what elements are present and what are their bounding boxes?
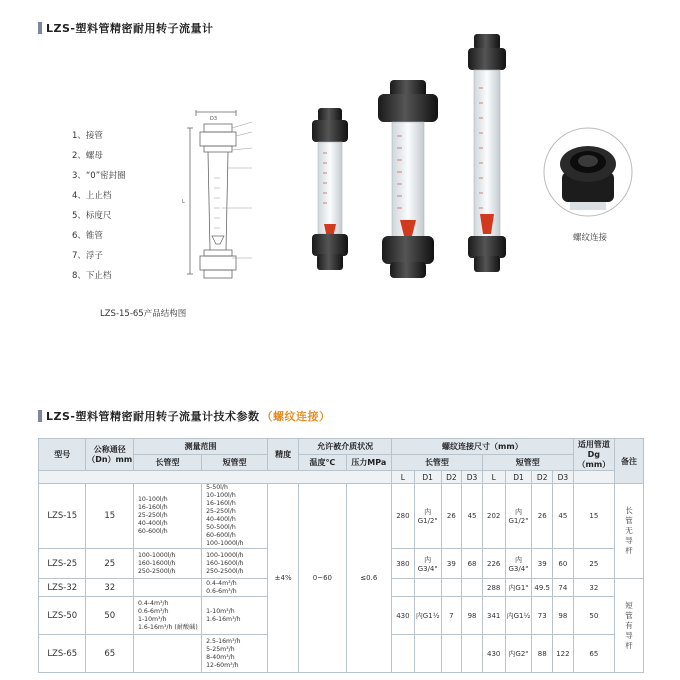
cell-d3-short: 45: [553, 484, 574, 549]
sub-d1: D1: [505, 471, 532, 484]
cell-range-short: 0.4-4m³/h 0.6-6m³/h: [202, 579, 268, 597]
cell-d1: 内G3/4": [414, 549, 441, 579]
cell-dn: 32: [86, 579, 133, 597]
cell-l: 430: [392, 597, 415, 635]
col-range-short: 短管型: [202, 455, 268, 471]
cell-d1-short: 内G1½: [505, 597, 532, 635]
cell-l-short: 202: [482, 484, 505, 549]
legend-item: 8、下止档: [72, 271, 112, 281]
cell-d1: 内G1½: [414, 597, 441, 635]
cell-d3-short: 122: [553, 635, 574, 673]
cell-l: 280: [392, 484, 415, 549]
thread-connection-photo: [540, 120, 640, 230]
legend-item: 6、锥管: [72, 231, 103, 241]
cell-d3: [462, 579, 483, 597]
cell-model: LZS-15: [39, 484, 86, 549]
cell-model: LZS-50: [39, 597, 86, 635]
col-pipe: 适用管道 Dg（mm）: [573, 439, 614, 471]
cell-d1: [414, 635, 441, 673]
cell-d3: [462, 635, 483, 673]
subheader-spacer: [39, 471, 392, 484]
cell-model: LZS-32: [39, 579, 86, 597]
cell-pipe: 32: [573, 579, 614, 597]
cell-d3: 98: [462, 597, 483, 635]
sub-l: L: [482, 471, 505, 484]
cell-dn: 50: [86, 597, 133, 635]
parts-legend: [72, 126, 126, 286]
section-title-specs: [38, 408, 330, 424]
length-dim-label: L: [182, 199, 185, 205]
col-thread: 螺纹连接尺寸（mm）: [392, 439, 574, 455]
col-range-long: 长管型: [133, 455, 201, 471]
sub-d2: D2: [441, 471, 462, 484]
cell-l-short: 226: [482, 549, 505, 579]
cell-range-long: 100-1000l/h 160-1600l/h 250-2500l/h: [133, 549, 201, 579]
col-accuracy: 精度: [268, 439, 299, 471]
cell-l-short: 341: [482, 597, 505, 635]
structure-diagram: [160, 108, 260, 288]
table-row: [39, 484, 644, 549]
cell-d1-short: 内G2": [505, 635, 532, 673]
sub-d3: D3: [462, 471, 483, 484]
cell-dn: 25: [86, 549, 133, 579]
cell-d2-short: 49.5: [532, 579, 553, 597]
cell-dn: 65: [86, 635, 133, 673]
legend-item: 7、浮子: [72, 251, 103, 261]
legend-item: 5、标度尺: [72, 211, 112, 221]
thread-connection-caption: 螺纹连接: [573, 233, 608, 243]
cell-d2-short: 88: [532, 635, 553, 673]
sub-l: L: [392, 471, 415, 484]
cell-d3-short: 74: [553, 579, 574, 597]
cell-range-long: [133, 635, 201, 673]
sub-d1: D1: [414, 471, 441, 484]
cell-l: 380: [392, 549, 415, 579]
cell-d1-short: 内G1/2": [505, 484, 532, 549]
cell-d1: 内G1/2": [414, 484, 441, 549]
cell-d2: [441, 579, 462, 597]
col-dn: 公称通径 （Dn）mm: [86, 439, 133, 471]
cell-d2: 39: [441, 549, 462, 579]
cell-d3: 68: [462, 549, 483, 579]
sub-d2: D2: [532, 471, 553, 484]
cell-d2-short: 26: [532, 484, 553, 549]
section-title-text: LZS-塑料管精密耐用转子流量计: [46, 22, 214, 35]
cell-range-short: 1-10m³/h 1.6-16m³/h: [202, 597, 268, 635]
cell-pipe: 65: [573, 635, 614, 673]
legend-item: 1、接管: [72, 131, 103, 141]
cell-d1-short: 内G3/4": [505, 549, 532, 579]
cell-dn: 15: [86, 484, 133, 549]
cell-accuracy: ±4%: [268, 484, 299, 673]
cell-d2: 7: [441, 597, 462, 635]
legend-item: 2、螺母: [72, 151, 103, 161]
cell-d2-short: 73: [532, 597, 553, 635]
col-thread-short: 短管型: [482, 455, 573, 471]
col-note: 备注: [614, 439, 643, 484]
cell-model: LZS-65: [39, 635, 86, 673]
cell-note-short: 短 管 有 导 杆: [614, 579, 643, 673]
spec-table: [38, 438, 644, 673]
cell-pipe: 25: [573, 549, 614, 579]
cell-pressure: ≤0.6: [346, 484, 391, 673]
cell-d1-short: 内G1": [505, 579, 532, 597]
legend-item: 3、“0”密封圈: [72, 171, 126, 181]
legend-item: 4、上止档: [72, 191, 112, 201]
cell-range-long: 0.4-4m³/h 0.6-6m³/h 1-10m³/h 1.6-16m³/h (耐酸碱): [133, 597, 201, 635]
sub-d3: D3: [553, 471, 574, 484]
title-bar-marker: [38, 410, 42, 422]
cell-l-short: 430: [482, 635, 505, 673]
cell-l-short: 288: [482, 579, 505, 597]
cell-d1: [414, 579, 441, 597]
specs-title-accent: （螺纹连接）: [261, 410, 331, 423]
cell-model: LZS-25: [39, 549, 86, 579]
cell-d3-short: 60: [553, 549, 574, 579]
title-bar-marker: [38, 22, 42, 34]
col-model: 型号: [39, 439, 86, 471]
flowmeter-product-photo: [290, 28, 520, 288]
col-thread-long: 长管型: [392, 455, 483, 471]
col-medium: 允许被介质状况: [299, 439, 392, 455]
cell-pipe: 50: [573, 597, 614, 635]
cell-d3-short: 98: [553, 597, 574, 635]
cell-range-short: 2.5-16m³/h 5-25m³/h 8-40m³/h 12-60m³/h: [202, 635, 268, 673]
cell-range-long: 10-100l/h 16-160l/h 25-250l/h 40-400l/h 60-600l/h: [133, 484, 201, 549]
structure-caption: LZS-15-65产品结构图: [100, 309, 187, 319]
cell-range-long: [133, 579, 201, 597]
cell-range-short: 100-1000l/h 160-1600l/h 250-2500l/h: [202, 549, 268, 579]
cell-l: [392, 635, 415, 673]
subheader-spacer: [573, 471, 614, 484]
cell-note-long: 长 管 无 导 杆: [614, 484, 643, 579]
cell-d2: 26: [441, 484, 462, 549]
cell-d2: [441, 635, 462, 673]
cell-d2-short: 39: [532, 549, 553, 579]
cell-d3: 45: [462, 484, 483, 549]
col-range: 测量范围: [133, 439, 267, 455]
col-temp: 温度℃: [299, 455, 346, 471]
cell-pipe: 15: [573, 484, 614, 549]
cell-range-short: 5-50l/h 10-100l/h 16-160l/h 25-250l/h 40-400l/h 50-500l/h 60-600l/h 100-1000l/h: [202, 484, 268, 549]
specs-title-text: LZS-塑料管精密耐用转子流量计技术参数: [46, 410, 260, 423]
cell-temp: 0~60: [299, 484, 346, 673]
section-title-product: [38, 20, 213, 36]
col-pressure: 压力MPa: [346, 455, 391, 471]
d3-dim-label: D3: [210, 116, 218, 122]
cell-l: [392, 579, 415, 597]
